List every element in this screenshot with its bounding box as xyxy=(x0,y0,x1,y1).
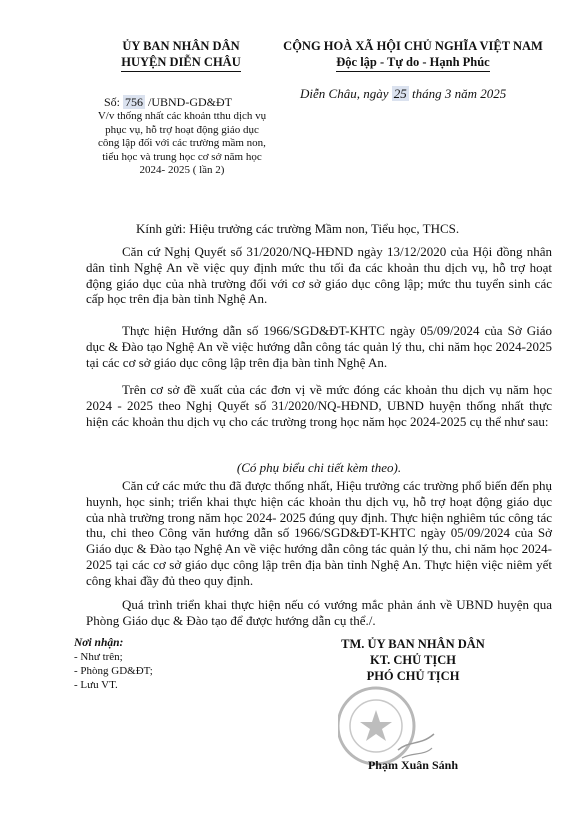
attachment-note: (Có phụ biểu chi tiết kèm theo). xyxy=(236,460,402,475)
date-day: 25 xyxy=(393,86,407,101)
recipients-list xyxy=(74,636,153,692)
signature-line-2: KT. CHỦ TỊCH xyxy=(369,653,456,667)
org-district: HUYỆN DIỄN CHÂU xyxy=(121,54,240,72)
recipient-item: - Phòng GD&ĐT; xyxy=(74,665,153,677)
signature-block xyxy=(318,636,508,684)
signer-name: Phạm Xuân Sánh xyxy=(367,758,459,772)
recipients-title: Nơi nhận: xyxy=(74,637,124,649)
nation-name: CỘNG HOÀ XÃ HỘI CHỦ NGHĨA VIỆT NAM xyxy=(283,39,543,53)
paragraph-3: Trên cơ sở đề xuất của các đơn vị về mức đóng các khoản thu dịch vụ năm học 2024 - 2025 theo Nghị Quyết số 31/2020/NQ-HĐND, UBND huyện thống nhất thực hiện các khoản thu dịch vụ cho các trường trong học năm học 2024-2025 cụ thể như sau: xyxy=(86,382,552,429)
nation-motto: Độc lập - Tự do - Hạnh Phúc xyxy=(336,54,489,72)
document-date: Diễn Châu, ngày 25 tháng 3 năm 2025 xyxy=(300,86,507,101)
recipient-item: - Như trên; xyxy=(74,651,123,663)
paragraph-1: Căn cứ Nghị Quyết số 31/2020/NQ-HĐND ngày 13/12/2020 của Hội đồng nhân dân tỉnh Nghệ An về việc quy định mức thu tối đa các khoản thu dịch vụ, hỗ trợ hoạt động giáo dục của nhà trường đối với cơ sở giáo dục công lập; mức thu tuyển sinh các cấp học trên địa bàn tỉnh Nghệ An. xyxy=(86,244,552,307)
recipient-line: Kính gửi: Hiệu trưởng các trường Mầm non, Tiểu học, THCS. xyxy=(136,221,460,236)
paragraph-2: Thực hiện Hướng dẫn số 1966/SGD&ĐT-KHTC ngày 05/09/2024 của Sở Giáo dục & Đào tạo Nghệ An về việc hướng dẫn công tác quản lý thu, chi năm học 2024-2025 tại các cơ sở giáo dục công lập trên địa bàn tỉnh Nghệ An. xyxy=(86,323,552,370)
signature-line-1: TM. ỦY BAN NHÂN DÂN xyxy=(341,637,485,651)
paragraph-5: Quá trình triển khai thực hiện nếu có vướng mắc phản ánh về UBND huyện qua Phòng Giáo dục & Đào tạo để được hướng dẫn cụ thể./. xyxy=(86,597,552,628)
recipient-item: - Lưu VT. xyxy=(74,679,118,691)
document-number: Số: 756 /UBND-GD&ĐT xyxy=(104,95,233,109)
org-header xyxy=(96,38,266,72)
official-seal-icon xyxy=(338,680,438,770)
signature-line-3: PHÓ CHỦ TỊCH xyxy=(366,669,460,683)
paragraph-4: Căn cứ các mức thu đã được thống nhất, Hiệu trưởng các trường phổ biến đến phụ huynh, học sinh; triển khai thực hiện các khoản thu dịch vụ, hỗ trợ hoạt động giáo dục của nhà trường trong năm học 2024- 2025 đúng quy định. Thực hiện nghiêm túc công tác thu, chi theo Công văn hướng dẫn số 1966/SGD&ĐT-KHTC ngày 05/09/2024 của Sở Giáo dục & Đào tạo Nghệ An về việc hướng dẫn công tác quản lý thu, chi năm học 2024-2025 tại các cơ sở giáo dục công lập trên địa bàn tỉnh Nghệ An. Thực hiện việc niêm yết công khai đầy đủ theo quy định. xyxy=(86,478,552,588)
national-header xyxy=(268,38,558,72)
org-name: ỦY BAN NHÂN DÂN xyxy=(122,39,240,53)
document-subject: V/v thống nhất các khoản tthu dịch vụ phục vụ, hỗ trợ hoạt động giáo dục công lập đối với các trường mầm non, tiểu học và trung học cơ sở năm học 2024- 2025 ( lần 2) xyxy=(97,110,267,176)
document-number-value: 756 xyxy=(125,95,144,109)
